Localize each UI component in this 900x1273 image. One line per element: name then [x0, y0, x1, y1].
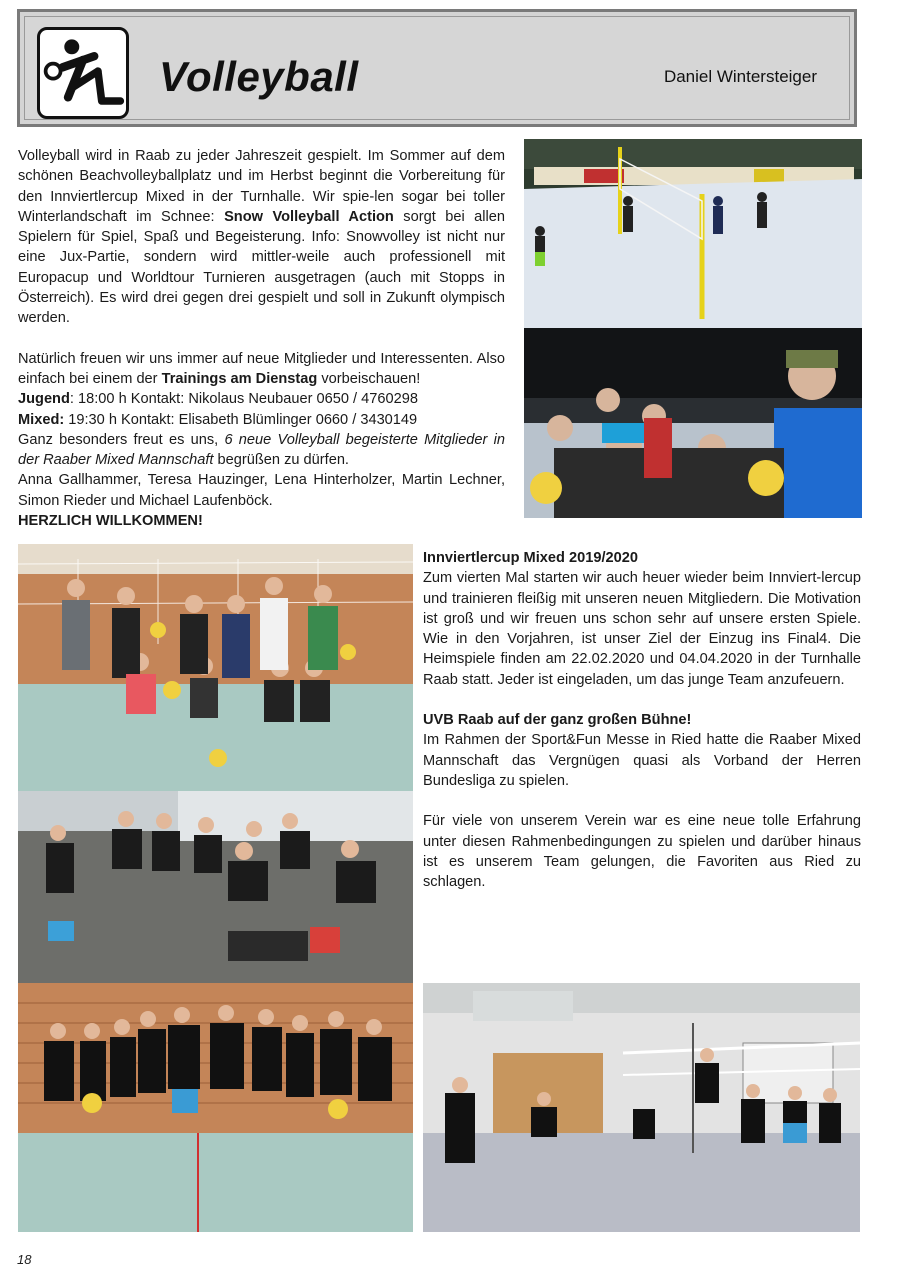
new-members: Anna Gallhammer, Teresa Hauzinger, Lena Hinterholzer, Martin Lechner, Simon Rieder und Michael Laufenböck.	[18, 472, 505, 509]
author-name: Daniel Wintersteiger	[663, 67, 817, 86]
article-header	[17, 9, 857, 127]
photo-gym-match	[423, 983, 860, 1232]
photo-team-lineup	[18, 983, 413, 1232]
training-jugend: Jugend: 18:00 h Kontakt: Nikolaus Neubauer 0650 / 4760298	[18, 391, 418, 408]
welcome-line: HERZLICH WILLKOMMEN!	[18, 513, 203, 530]
stage-paragraph-2: Für viele von unserem Verein war es eine neue tolle Erfahrung unter diesen Rahmenbedingungen zu spielen und darüber hinaus ist es unserem Team gelungen, die Favoriten aus Ried zu schlagen.	[423, 813, 861, 891]
volleyball-pictogram	[40, 30, 126, 116]
cup-text: Zum vierten Mal starten wir auch heuer wieder beim Innviert-lercup und trainieren fleißig mit unseren neuen Mitgliedern. Die Motivation ist groß und wir freuen uns schon sehr auf unsere ersten Spiele. Wie in den Vorjahren, ist unser Ziel der Einzug ins Final4. Die Heimspiele finden am 22.02.2020 und 04.04.2020 in der Turnhalle Raab statt. Jeder ist eingeladen, um das junge Team anzufeuern.	[423, 570, 861, 688]
photo-team-outdoor-relax	[18, 791, 413, 983]
page-title: Volleyball	[159, 53, 359, 100]
cup-heading: Innviertlercup Mixed 2019/2020	[423, 550, 638, 566]
intro-text	[18, 146, 505, 531]
photo-snow-volleyball-match	[524, 139, 862, 328]
header-panel	[24, 16, 850, 120]
stage-paragraph-1: Im Rahmen der Sport&Fun Messe in Ried hatte die Raaber Mixed Mannschaft das Vergnügen quasi als Vorband der Herren Bundesliga zu spielen.	[423, 732, 861, 789]
photo-snow-selfie	[524, 328, 862, 518]
stage-heading: UVB Raab auf der ganz großen Bühne!	[423, 712, 692, 729]
photo-team-indoor-group	[18, 544, 413, 791]
intro-paragraph-1: Volleyball wird in Raab zu jeder Jahreszeit gespielt. Im Sommer auf dem schönen Beachvolleyballplatz und im Herbst beginnt die Vorbereitung für den Innviertlercup Mixed in der Turnhalle. Wir spie-len sogar bei toller Winterlandschaft im Schnee: Snow Volleyball Action sorgt bei allen Spielern für Spiel, Spaß und Begeisterung. Info: Snowvolley ist nicht nur eine Jux-Partie, sondern wird mittler-weile auch professionell mit Europacup und Worldtour Turnieren ausgetragen (auch mit Stopps in Österreich). Es wird drei gegen drei gespielt und soll in Zukunft olympisch werden.	[18, 148, 505, 327]
volleyball-player-icon	[37, 27, 129, 119]
training-mixed: Mixed: 19:30 h Kontakt: Elisabeth Blümlinger 0660 / 3430149	[18, 411, 418, 428]
page-number: 18	[17, 1252, 32, 1267]
intro-paragraph-2: Natürlich freuen wir uns immer auf neue Mitglieder und Interessenten. Also einfach bei einem der Trainings am Dienstag vorbeischauen!	[18, 350, 505, 387]
cup-section	[423, 548, 861, 892]
intro-paragraph-3: Ganz besonders freut es uns, 6 neue Volleyball begeisterte Mitglieder in der Raaber Mixed Mannschaft begrüßen zu dürfen.	[18, 431, 505, 469]
